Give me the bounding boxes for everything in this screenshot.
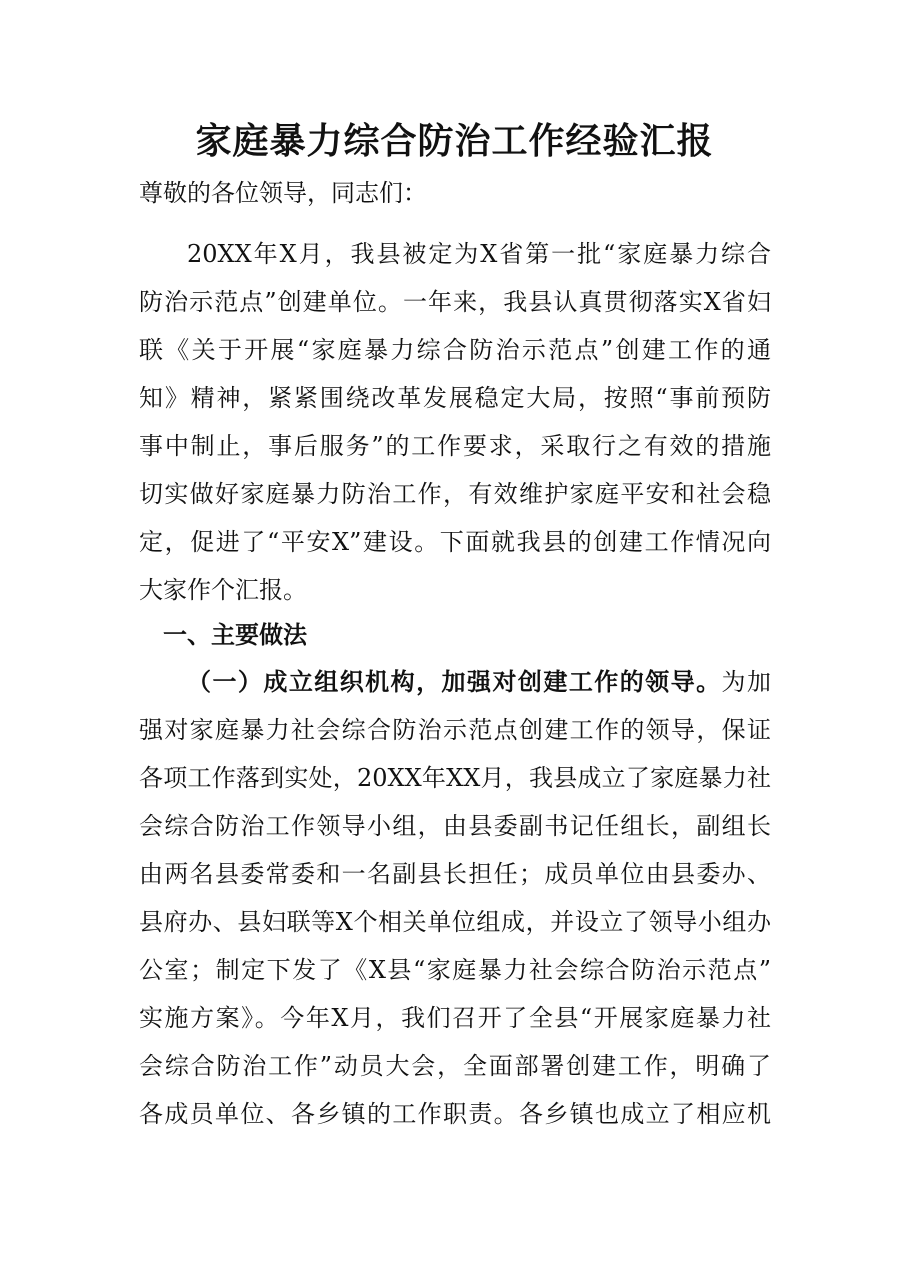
intro-line-6: 切实做好家庭暴力防治工作，有效维护家庭平安和社会稳 — [139, 480, 771, 508]
subsection-heading: （一）成立组织机构，加强对创建工作的领导。 — [187, 667, 722, 696]
document-title: 家庭暴力综合防治工作经验汇报 — [195, 120, 714, 162]
body-line-6: 公室；制定下发了《X县“家庭暴力社会综合防治示范点” — [139, 956, 771, 984]
intro-line-8: 大家作个汇报。 — [139, 576, 307, 604]
subsection-lead-tail: 为加 — [721, 668, 772, 696]
body-line-5: 县府办、县妇联等X个相关单位组成，并设立了领导小组办 — [139, 908, 771, 936]
body-line-8: 会综合防治工作”动员大会，全面部署创建工作，明确了 — [139, 1052, 771, 1080]
body-line-7: 实施方案》。今年X月，我们召开了全县“开展家庭暴力社 — [139, 1004, 771, 1032]
subsection-lead-line — [187, 667, 771, 697]
intro-line-1: 20XX年X月，我县被定为X省第一批“家庭暴力综合 — [187, 240, 771, 268]
intro-line-3: 联《关于开展“家庭暴力综合防治示范点”创建工作的通 — [139, 336, 771, 364]
body-line-1: 强对家庭暴力社会综合防治示范点创建工作的领导，保证 — [139, 716, 771, 744]
intro-line-5: 事中制止，事后服务”的工作要求，采取行之有效的措施 — [139, 432, 771, 460]
intro-line-7: 定，促进了“平安X”建设。下面就我县的创建工作情况向 — [139, 528, 771, 556]
body-line-2: 各项工作落到实处，20XX年XX月，我县成立了家庭暴力社 — [139, 764, 771, 792]
intro-line-2: 防治示范点”创建单位。一年来，我县认真贯彻落实X省妇 — [139, 288, 771, 316]
intro-line-4: 知》精神，紧紧围绕改革发展稳定大局，按照“事前预防 — [139, 384, 771, 412]
section-heading: 一、主要做法 — [163, 620, 307, 649]
body-line-3: 会综合防治工作领导小组，由县委副书记任组长，副组长 — [139, 812, 771, 840]
body-line-9: 各成员单位、各乡镇的工作职责。各乡镇也成立了相应机 — [139, 1100, 771, 1128]
body-line-4: 由两名县委常委和一名副县长担任；成员单位由县委办、 — [139, 860, 771, 888]
salutation: 尊敬的各位领导，同志们： — [139, 179, 427, 207]
